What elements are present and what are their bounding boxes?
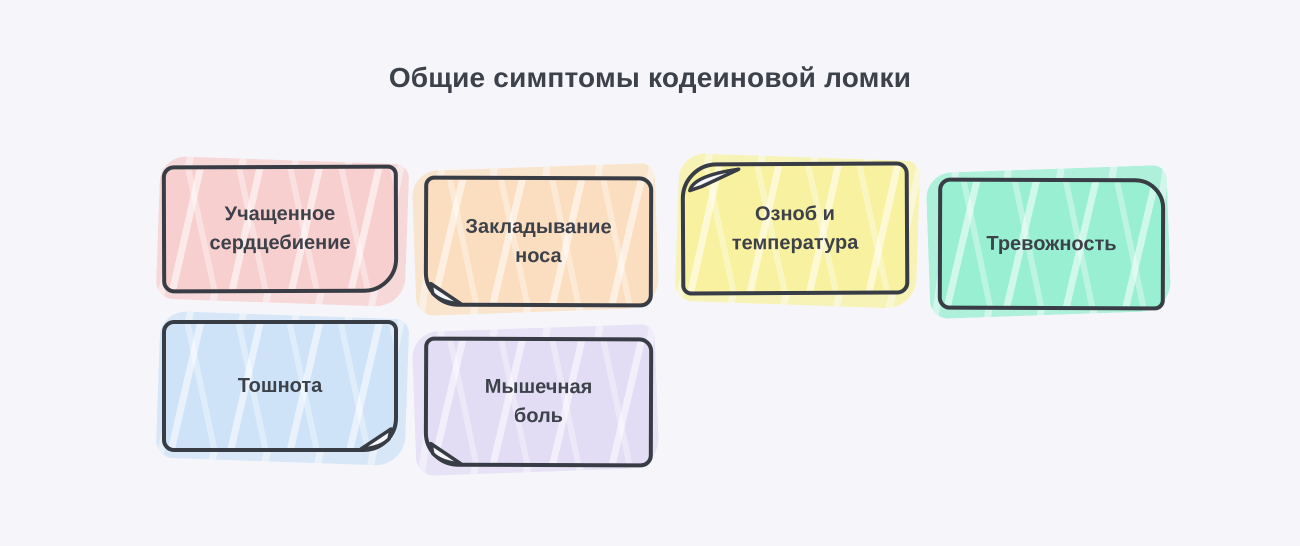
sticky-note-label: Тревожность xyxy=(986,232,1117,255)
folded-corner-icon xyxy=(687,167,743,193)
sticky-note-anxiety xyxy=(938,178,1165,310)
folded-corner-icon xyxy=(426,438,464,466)
sticky-note-face xyxy=(162,165,398,294)
sticky-note-label: Озноб и температура xyxy=(731,202,859,254)
folded-corner-icon xyxy=(426,278,464,306)
sticky-note-face xyxy=(424,176,653,308)
sticky-note-face xyxy=(424,337,653,468)
sticky-note-face xyxy=(162,320,398,452)
folded-corner-icon xyxy=(358,423,396,451)
sticky-note-face xyxy=(681,161,910,295)
sticky-note-label: Закладывание носа xyxy=(465,215,612,267)
sticky-note-muscle-pain xyxy=(424,337,653,467)
sticky-note-label: Учащенное сердцебиение xyxy=(209,202,351,255)
sticky-note-rapid-heartbeat xyxy=(162,165,398,293)
sticky-note-label: Мышечная боль xyxy=(484,375,593,428)
diagram-title: Общие симптомы кодеиновой ломки xyxy=(388,62,912,93)
sticky-note-chills-fever xyxy=(681,162,909,295)
sticky-note-face xyxy=(938,178,1165,311)
sticky-note-label: Тошнота xyxy=(237,374,323,397)
sticky-note-nausea xyxy=(162,320,398,452)
sticky-note-nasal-congestion xyxy=(424,176,653,307)
